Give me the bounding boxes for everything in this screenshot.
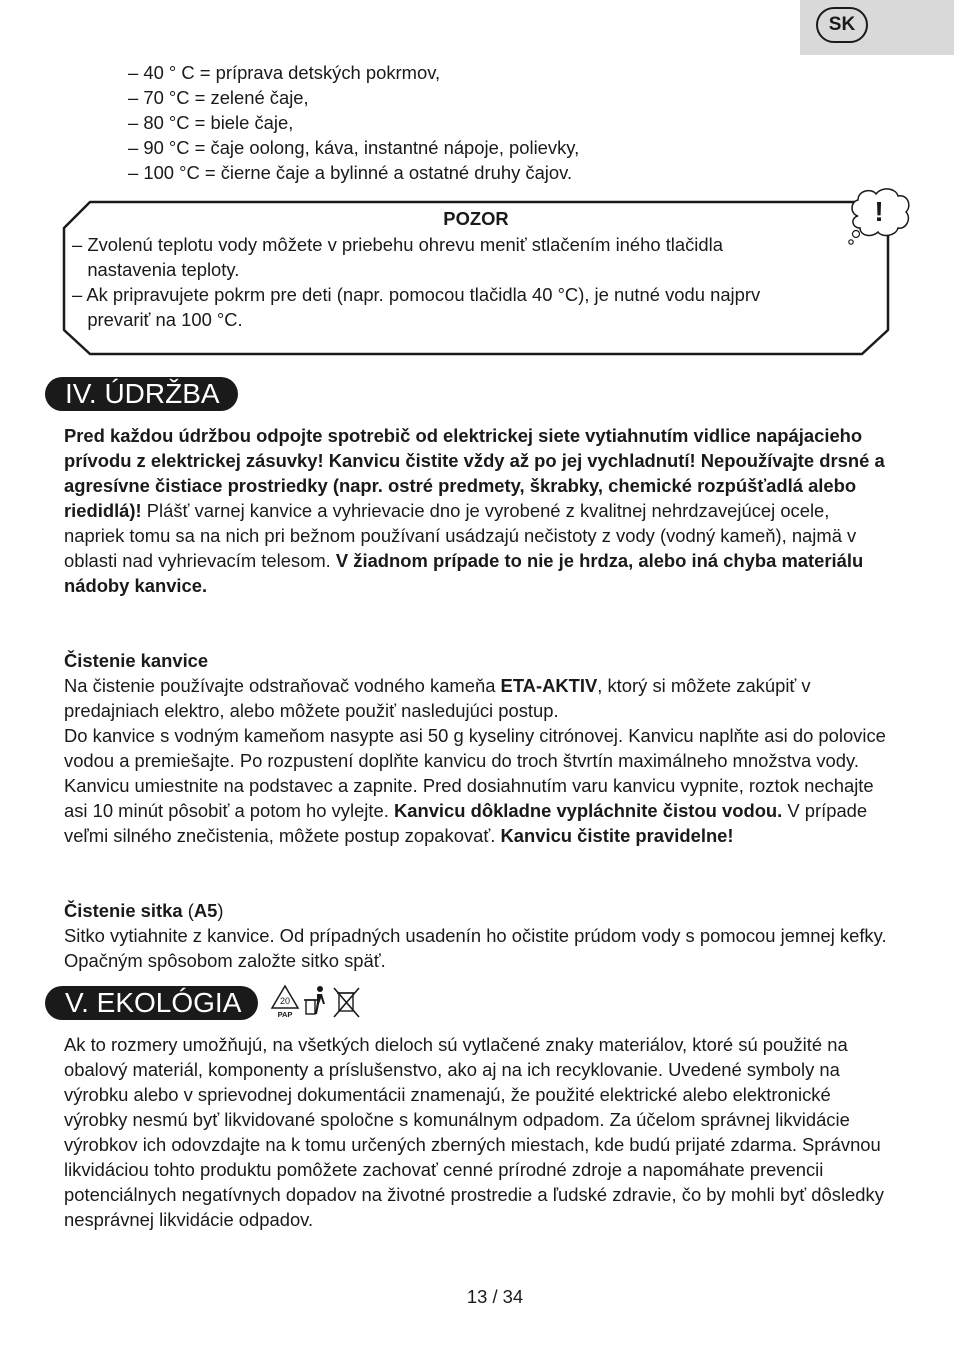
- paren: (: [182, 900, 194, 921]
- repeat-note: V prípade veľmi silného znečistenia, môžete postup zopakovať.: [64, 800, 868, 846]
- kettle-cleaning-heading: Čistenie kanvice: [64, 650, 209, 671]
- warning-line: – Zvolenú teplotu vody môžete v priebehu ohrevu meniť stlačením iného tlačidla: [72, 234, 723, 255]
- recycle-number: 20: [279, 996, 291, 1006]
- temperature-item: – 100 °C = čierne čaje a bylinné a ostatné druhy čajov.: [128, 162, 573, 183]
- section-heading-maintenance: IV. ÚDRŽBA: [45, 377, 238, 411]
- temperature-item: – 80 °C = biele čaje,: [128, 112, 294, 133]
- recycle-pap-icon: [272, 986, 298, 1019]
- maintenance-note-bold: V žiadnom prípade to nie je hrdza, alebo iná chyba materiálu nádoby kanvice.: [64, 550, 864, 596]
- temperature-item: – 90 °C = čaje oolong, káva, instantné nápoje, polievky,: [128, 137, 580, 158]
- filter-cleaning-heading: Čistenie sitka: [64, 900, 183, 921]
- warning-line: – Ak pripravujete pokrm pre deti (napr. pomocou tlačidla 40 °C), je nutné vodu najprv: [72, 284, 761, 305]
- section-heading-ecology: V. EKOLÓGIA: [45, 986, 258, 1020]
- recycle-code: PAP: [277, 1010, 293, 1019]
- tidyman-icon: [304, 986, 325, 1014]
- filter-cleaning-section: [64, 898, 894, 973]
- kettle-cleaning-section: [64, 648, 894, 848]
- product-name: ETA-AKTIV: [500, 675, 598, 696]
- kettle-cleaning-procedure: Do kanvice s vodným kameňom nasypte asi 50 g kyseliny citrónovej. Kanvicu naplňte asi do polovice vodou a premiešajte. Po rozpustení doplňte kanvicu do troch štvrtín maximálneho množstva vody. Kanvicu umiestnite na podstavec a zapnite. Pred dosiahnutím varu kanvicu vypnite, roztok nechajte asi 10 minút pôsobiť a potom ho vylejte.: [64, 725, 886, 821]
- maintenance-intro: [64, 423, 894, 598]
- maintenance-warning-bold: Pred každou údržbou odpojte spotrebič od elektrickej siete vytiahnutím vidlice napájacieho prívodu z elektrickej zásuvky! Kanvicu čistite vždy až po jej vychladnutí! Nepoužívajte drsné a agresívne čistiace prostriedky (napr. ostré predmety, škrabky, chemické rozpúšťadlá alebo riedidlá)!: [64, 425, 885, 521]
- filter-cleaning-text: Sitko vytiahnite z kanvice. Od prípadných usadenín ho očistite prúdom vody s pomocou jemnej kefky. Opačným spôsobom založte sitko späť.: [64, 925, 887, 971]
- filter-reference: A5: [193, 900, 218, 921]
- rinse-instruction: Kanvicu dôkladne vypláchnite čistou vodou.: [393, 800, 783, 821]
- kettle-cleaning-text: , ktorý si môžete zakúpiť v predajniach elektro, alebo môžete použiť nasledujúci postup.: [64, 675, 811, 721]
- exclamation-mark: !: [874, 196, 884, 227]
- regular-cleaning-note: Kanvicu čistite pravidelne!: [500, 825, 734, 846]
- ecology-text: Ak to rozmery umožňujú, na všetkých dieloch sú vytlačené znaky materiálov, ktoré sú použité na obalový materiál, komponenty a príslušenstvo, ako aj na ich recyklovanie. Uvedené symboly na výrobku alebo v sprievodnej dokumentácii znamenajú, že použité elektrické alebo elektronické výrobky nesmú byť likvidované spoločne s komunálnym odpadom. Za účelom správnej likvidácie výrobkov ich odovzdajte na k tomu určených zberných miestach, kde budú prijaté zdarma. Správnou likvidáciou tohto produktu pomôžete zachovať cenné prírodné zdroje a napomáhate prevencii potenciálnych negatívnych dopadov na životné prostredie a ľudské zdravie, čo by mohli byť dôsledky nesprávnej likvidácie odpadov.: [64, 1034, 884, 1230]
- paren: ): [217, 900, 224, 921]
- maintenance-intro-text: Plášť varnej kanvice a vyhrievacie dno je vyrobené z kvalitnej nehrdzavejúcej ocele, napriek tomu sa na nich pri bežnom používaní usádzajú nečistoty z vody (vodný kameň), najmä v oblasti nad vyhrievacím telesom.: [64, 500, 857, 571]
- warning-line: nastavenia teploty.: [72, 259, 240, 280]
- warning-text: [72, 232, 872, 332]
- warning-line: prevariť na 100 °C.: [72, 309, 243, 330]
- kettle-cleaning-text: Na čistenie používajte odstraňovač vodného kameňa: [64, 675, 501, 696]
- crossed-bin-icon: [334, 988, 359, 1017]
- ecology-icons: [270, 984, 366, 1025]
- warning-bubble-icon: [844, 186, 914, 255]
- page-number: 13 / 34: [466, 1286, 524, 1307]
- temperature-list: [128, 60, 579, 185]
- temperature-item: – 40 ° C = príprava detských pokrmov,: [128, 62, 441, 83]
- warning-title: POZOR: [443, 208, 509, 229]
- warning-box: [62, 200, 890, 356]
- language-badge: SK: [816, 7, 868, 43]
- temperature-item: – 70 °C = zelené čaje,: [128, 87, 309, 108]
